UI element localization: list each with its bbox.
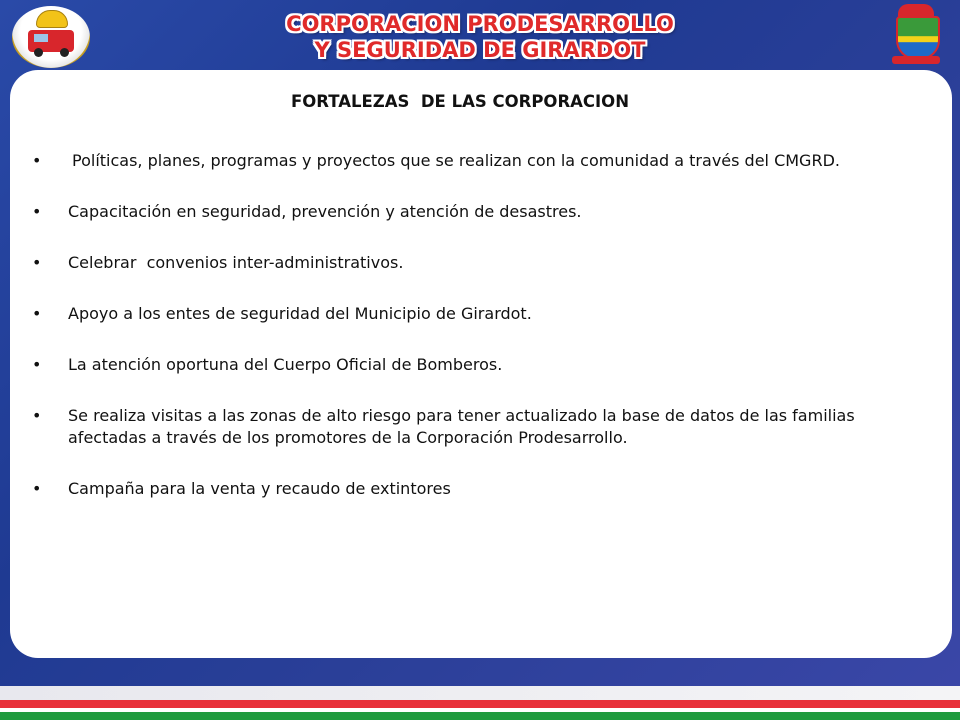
list-item — [30, 303, 910, 325]
bullet-dot: • — [32, 479, 42, 498]
bullet-dot: • — [32, 406, 42, 425]
list-item-text: Campaña para la venta y recaudo de extintores — [68, 479, 451, 498]
list-item — [30, 201, 910, 223]
bullet-dot: • — [32, 355, 42, 374]
list-item — [30, 252, 910, 274]
stripe-green — [0, 712, 960, 720]
bullet-list — [30, 150, 910, 529]
list-item — [30, 354, 910, 376]
wheel-icon — [34, 48, 43, 57]
bullet-dot: • — [32, 253, 42, 272]
page-heading — [0, 92, 960, 111]
stripe-red — [0, 700, 960, 708]
list-item-text: La atención oportuna del Cuerpo Oficial de Bomberos. — [68, 355, 503, 374]
list-item-text: Capacitación en seguridad, prevención y atención de desastres. — [68, 202, 582, 221]
list-item-text: Se realiza visitas a las zonas de alto riesgo para tener actualizado la base de datos de las familias afectadas a través de los promotores de la Corporación Prodesarrollo. — [68, 406, 855, 447]
helmet-icon — [36, 10, 68, 28]
heading-text: FORTALEZAS DE LAS CORPORACION — [290, 92, 630, 111]
fire-brigade-emblem-icon — [12, 6, 90, 68]
list-item — [30, 405, 910, 449]
bullet-dot: • — [32, 202, 42, 221]
title-line-1: CORPORACION PRODESARROLLO — [286, 12, 674, 36]
bullet-dot: • — [32, 151, 42, 170]
wheel-icon — [60, 48, 69, 57]
municipal-coat-of-arms-icon — [886, 4, 946, 70]
list-item-text: Apoyo a los entes de seguridad del Municipio de Girardot. — [68, 304, 532, 323]
slide-title — [286, 8, 674, 66]
list-item — [30, 150, 910, 172]
list-item — [30, 478, 910, 500]
footer-stripes — [0, 686, 960, 720]
ribbon-icon — [892, 56, 940, 64]
bullet-dot: • — [32, 304, 42, 323]
title-line-2: Y SEGURIDAD DE GIRARDOT — [314, 38, 646, 62]
list-item-text: Celebrar convenios inter-administrativos. — [68, 253, 404, 272]
list-item-text: Políticas, planes, programas y proyectos que se realizan con la comunidad a través del CMGRD. — [72, 151, 840, 170]
stripe-white — [0, 686, 960, 700]
shield-icon — [896, 16, 940, 60]
